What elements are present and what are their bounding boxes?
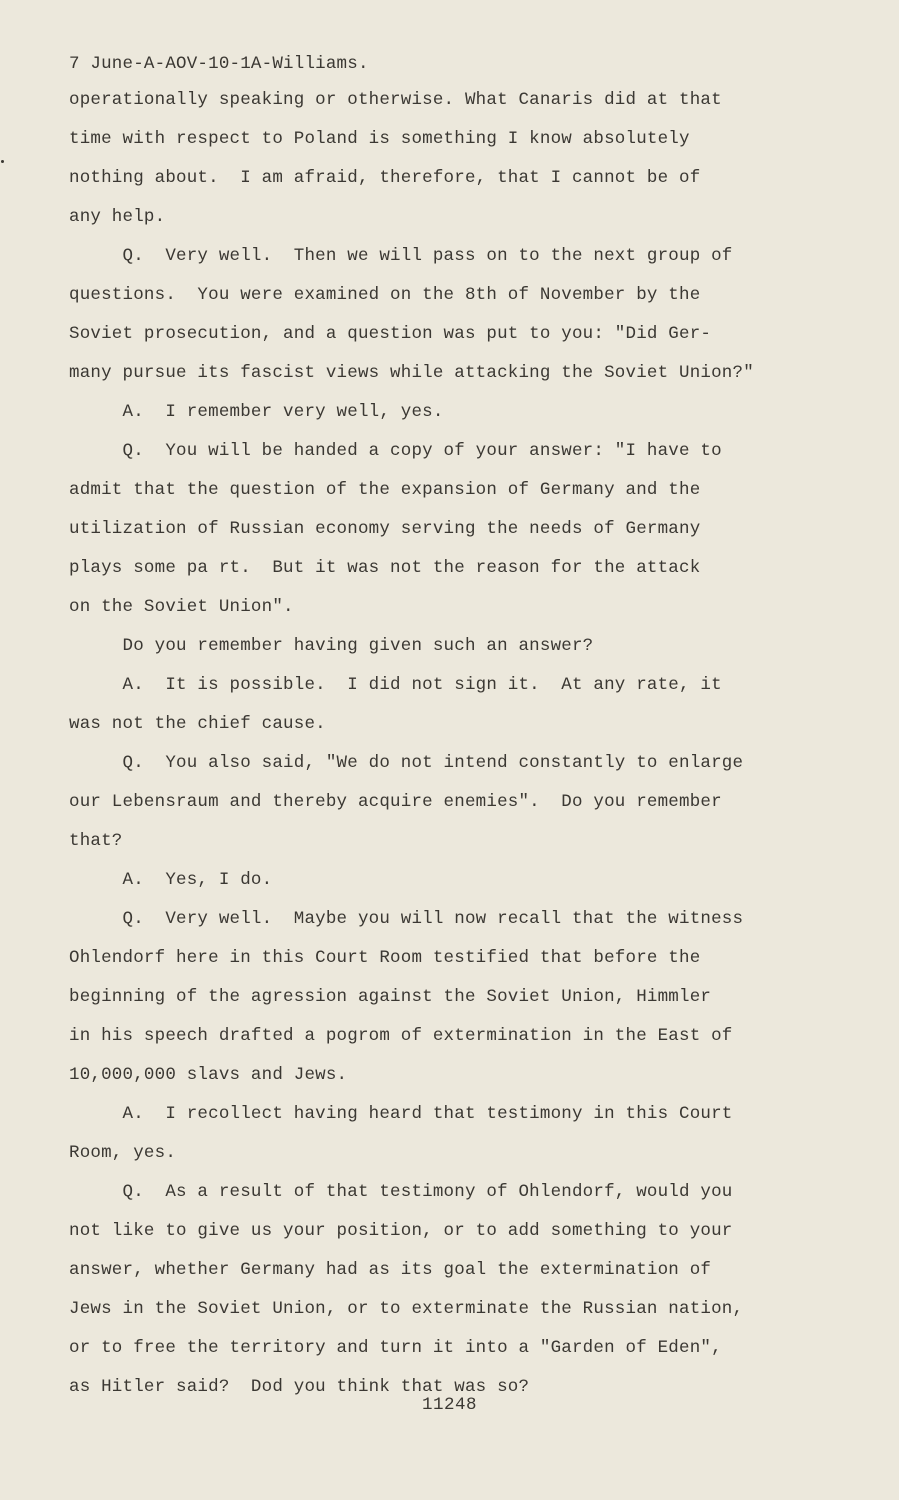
text-line: Ohlendorf here in this Court Room testified that before the — [69, 948, 701, 968]
text-line: A. I remember very well, yes. — [69, 402, 444, 422]
text-line: many pursue its fascist views while attacking the Soviet Union?" — [69, 363, 754, 383]
text-line: admit that the question of the expansion of Germany and the — [69, 480, 701, 500]
text-line: utilization of Russian economy serving the needs of Germany — [69, 519, 701, 539]
text-line: A. It is possible. I did not sign it. At any rate, it — [69, 675, 722, 695]
document-body — [69, 50, 859, 1412]
text-line: answer, whether Germany had as its goal the extermination of — [69, 1260, 712, 1280]
text-line: Do you remember having given such an answer? — [69, 636, 594, 656]
text-line: A. Yes, I do. — [69, 870, 273, 890]
text-line: or to free the territory and turn it into a "Garden of Eden", — [69, 1338, 722, 1358]
text-line: 10,000,000 slavs and Jews. — [69, 1065, 348, 1085]
text-line: Room, yes. — [69, 1143, 177, 1163]
text-line: Q. Very well. Maybe you will now recall that the witness — [69, 909, 744, 929]
text-line: questions. You were examined on the 8th of November by the — [69, 285, 701, 305]
text-line: Q. You also said, "We do not intend constantly to enlarge — [69, 753, 744, 773]
text-line: plays some pa rt. But it was not the reason for the attack — [69, 558, 701, 578]
text-line: on the Soviet Union". — [69, 597, 294, 617]
text-line: beginning of the agression against the Soviet Union, Himmler — [69, 987, 712, 1007]
text-line: as Hitler said? Dod you think that was so? — [69, 1377, 530, 1397]
margin-mark — [1, 160, 4, 163]
text-line: our Lebensraum and thereby acquire enemies". Do you remember — [69, 792, 722, 812]
text-line: that? — [69, 831, 123, 851]
text-line: A. I recollect having heard that testimony in this Court — [69, 1104, 733, 1124]
text-line: Q. You will be handed a copy of your answer: "I have to — [69, 441, 722, 461]
text-line: Q. Very well. Then we will pass on to the next group of — [69, 246, 733, 266]
text-line: time with respect to Poland is something I know absolutely — [69, 129, 690, 149]
text-line: was not the chief cause. — [69, 714, 326, 734]
text-line: nothing about. I am afraid, therefore, that I cannot be of — [69, 168, 701, 188]
text-line: not like to give us your position, or to add something to your — [69, 1221, 733, 1241]
text-line: Soviet prosecution, and a question was put to you: "Did Ger- — [69, 324, 712, 344]
text-line: Q. As a result of that testimony of Ohlendorf, would you — [69, 1182, 733, 1202]
document-header: 7 June-A-AOV-10-1A-Williams. — [69, 54, 369, 74]
page-number: 11248 — [421, 1395, 477, 1415]
text-line: in his speech drafted a pogrom of extermination in the East of — [69, 1026, 733, 1046]
text-line: operationally speaking or otherwise. What Canaris did at that — [69, 90, 722, 110]
text-line: Jews in the Soviet Union, or to exterminate the Russian nation, — [69, 1299, 744, 1319]
text-line: any help. — [69, 207, 166, 227]
